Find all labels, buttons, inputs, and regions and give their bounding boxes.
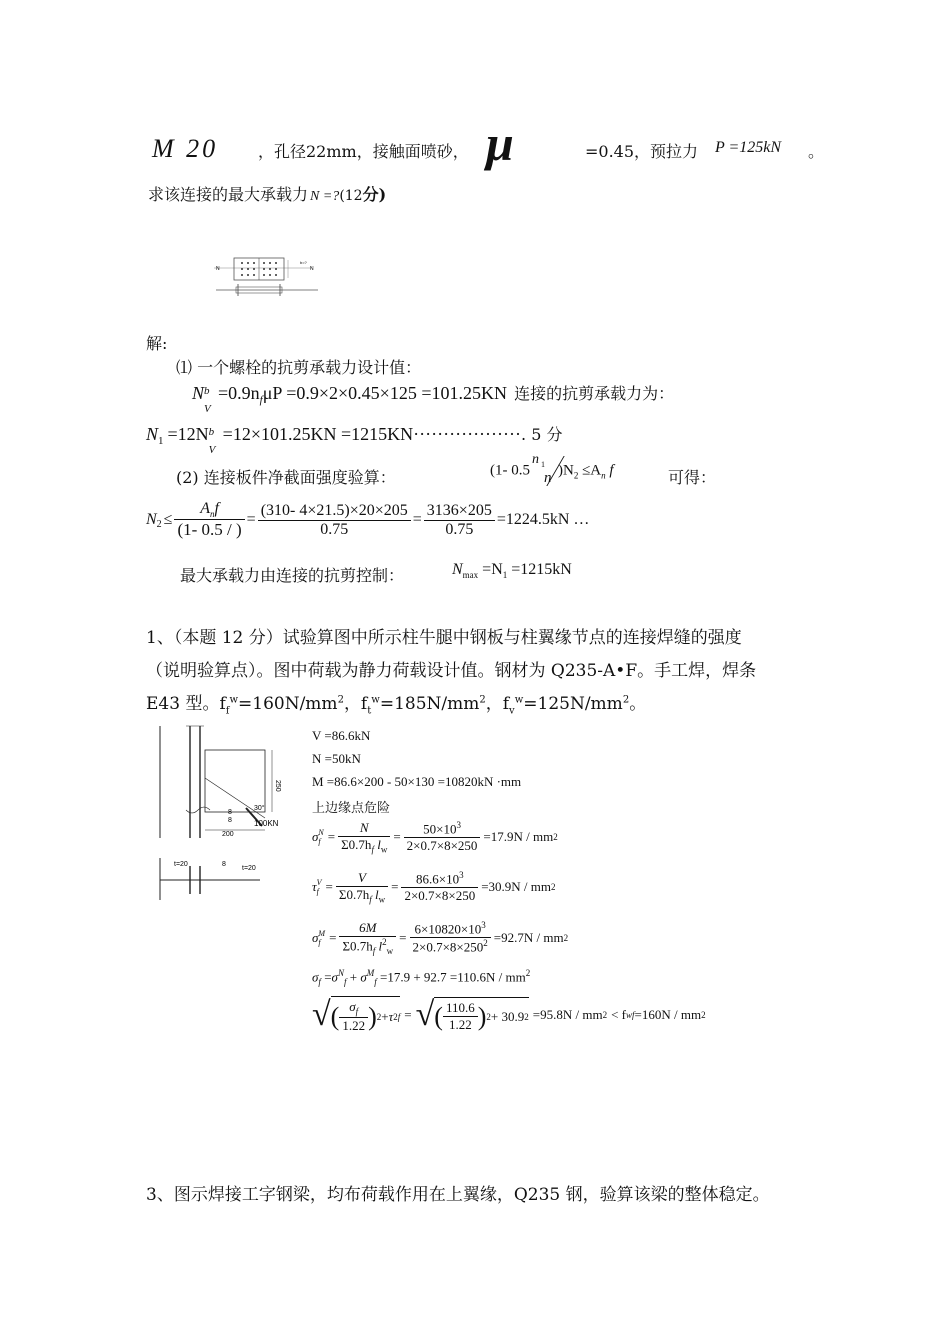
p1-sig-m-lhs: σ xyxy=(312,929,319,945)
step2-tail: 可得： xyxy=(668,468,717,487)
p1-m: M =86.6×200 - 50×130 =10820kN ·mm xyxy=(312,774,522,789)
step1-score: . 5 分 xyxy=(521,425,563,444)
bracket-weld-figure xyxy=(150,718,300,908)
pretension-value: P =125kN xyxy=(715,139,782,156)
fig1-dim: b=? xyxy=(300,260,307,265)
step2-formula-d: f xyxy=(609,462,614,479)
max-eq-rest: =N xyxy=(482,561,503,578)
max-eq-rest2: =1215kN xyxy=(511,561,572,578)
step1-dots: ·················· xyxy=(413,424,522,444)
question-score: (12 xyxy=(339,188,363,204)
p1-sig-n-den2: 2×0.7×8×250 xyxy=(406,838,478,854)
question-score-unit: 分) xyxy=(362,185,387,204)
step1-line2-b: =12N xyxy=(167,424,209,444)
p1-tau-num: V xyxy=(358,870,366,885)
problem3-line: 3、图示焊接工字钢梁，均布荷载作用在上翼缘，Q235 钢，验算该梁的整体稳定。 xyxy=(146,1185,770,1205)
p1-final-num2: 110.6 xyxy=(443,1000,478,1017)
step1-nvb: N xyxy=(192,383,205,403)
p1-final-res: =95.8N / mm xyxy=(532,1007,603,1022)
p1-final-num1: σ xyxy=(349,999,356,1015)
fig2-load: 100KN xyxy=(254,819,279,828)
p1-sig-n-lhs: σ xyxy=(312,829,319,845)
p1-final-mid: + 30.9 xyxy=(490,1008,525,1024)
mu-value-text: =0.45，预拉力 xyxy=(585,142,699,161)
header-end: 。 xyxy=(808,142,825,161)
step1-line2-c: =12×101.25KN =1215KN xyxy=(222,424,414,444)
step1-title: ⑴ 一个螺栓的抗剪承载力设计值： xyxy=(176,358,422,377)
step1-eq-part1: =0.9n xyxy=(218,383,260,403)
bolted-splice-figure xyxy=(212,252,322,300)
hole-spec-text: ，孔径22mm，接触面喷砂， xyxy=(258,142,469,161)
problem1-line1: 1、（本题 12 分）试验算图中所示柱牛腿中钢板与柱翼缘节点的连接焊缝的强度 xyxy=(146,628,742,648)
problem1-line3-c: ，f xyxy=(343,694,368,714)
solution-label: 解: xyxy=(146,334,168,353)
p1-sig-m-den2: 2×0.7×8×250 xyxy=(412,939,484,955)
problem1-line3-e: ，f xyxy=(485,694,510,714)
fig2-t20b: t=20 xyxy=(242,865,256,872)
p1-v: V =86.6kN xyxy=(312,728,371,743)
problem1-line3-f: =125N/mm xyxy=(523,694,623,714)
step2-n1: n xyxy=(532,452,539,467)
step2-formula-a: (1- 0.5 xyxy=(490,462,530,479)
fig2-t20a: t=20 xyxy=(174,861,188,868)
fig2-w8: 8 xyxy=(222,861,226,868)
step1-tail: 连接的抗剪承载力为： xyxy=(514,384,675,403)
fig2-h8b: 8 xyxy=(228,817,232,824)
n2-le: ≤ xyxy=(163,511,173,529)
step2-formula-c: ≤A xyxy=(582,462,602,479)
fig2-h8a: 8 xyxy=(228,809,232,816)
p1-tau-res: =30.9N / mm xyxy=(481,879,552,895)
problem1-line2: （说明验算点）。图中荷载为静力荷载设计值。钢材为 Q235-A•F。手工焊，焊条 xyxy=(146,661,757,681)
max-capacity-text: 最大承载力由连接的抗剪控制： xyxy=(180,566,405,585)
step2-formula-b: )N xyxy=(558,462,574,479)
step1-eq-part2: μP =0.9×2×0.45×125 =101.25KN xyxy=(262,383,507,403)
n2-frac2-num: (310- 4×21.5)×20×205 xyxy=(258,502,411,521)
n2-frac1-den: (1- 0.5 / ) xyxy=(177,520,242,540)
p1-tau-num2: 86.6×10 xyxy=(416,871,460,887)
p1-final-lt: < f xyxy=(611,1007,626,1022)
p1-sig-m-num: 6M xyxy=(359,920,377,935)
n2-frac1-num: A xyxy=(200,500,210,517)
fig2-w200: 200 xyxy=(222,831,234,838)
mu-symbol: μ xyxy=(486,115,514,171)
problem1-line3-d: =185N/mm xyxy=(379,694,480,714)
p1-sig-sum: =17.9 + 92.7 =110.6N / mm xyxy=(380,969,526,985)
step1-n1: N xyxy=(146,424,159,444)
p1-final-tail: =160N / mm xyxy=(634,1007,702,1022)
p1-n: N =50kN xyxy=(312,751,361,766)
n2-frac3-den: 0.75 xyxy=(445,520,474,538)
p1-sig-n-num2: 50×10 xyxy=(423,821,457,837)
p1-tau-den2: 2×0.7×8×250 xyxy=(404,888,476,904)
step2-n: n xyxy=(544,470,552,486)
p1-sig-m-res: =92.7N / mm xyxy=(493,929,564,945)
p1-final-den2: 1.22 xyxy=(448,1017,472,1032)
question-math: N =? xyxy=(310,189,340,204)
step2-title: (2) 连接板件净截面强度验算： xyxy=(176,468,396,487)
n2-result: =1224.5kN … xyxy=(496,511,590,529)
problem1-line3-b: =160N/mm xyxy=(238,694,338,714)
p1-final-den1: 1.22 xyxy=(342,1017,366,1033)
p1-sig-n-res: =17.9N / mm xyxy=(483,829,554,845)
fig1-n-right: N xyxy=(310,266,314,272)
fig2-h250: 250 xyxy=(274,780,281,792)
question-text: 求该连接的最大承载力 xyxy=(148,185,309,204)
max-eq-n: N xyxy=(452,561,463,578)
n2-lhs: N xyxy=(146,511,157,529)
n2-frac1-num-f: f xyxy=(214,500,219,517)
p1-sig-m-num2: 6×10820×10 xyxy=(414,921,482,937)
p1-tau-lhs: τ xyxy=(312,879,317,895)
p1-sig-n-num: N xyxy=(359,820,369,835)
bolt-size-m20: M 20 xyxy=(152,134,219,163)
n2-frac2-den: 0.75 xyxy=(320,520,349,538)
n2-frac3-num: 3136×205 xyxy=(424,502,495,521)
fig1-n-left: N xyxy=(216,266,220,272)
problem1-line3-g: 。 xyxy=(629,694,647,714)
p1-danger: 上边缘点危险 xyxy=(312,800,391,815)
fig2-angle: 30° xyxy=(254,805,265,812)
problem1-line3-a: E43 型。f xyxy=(146,694,226,714)
